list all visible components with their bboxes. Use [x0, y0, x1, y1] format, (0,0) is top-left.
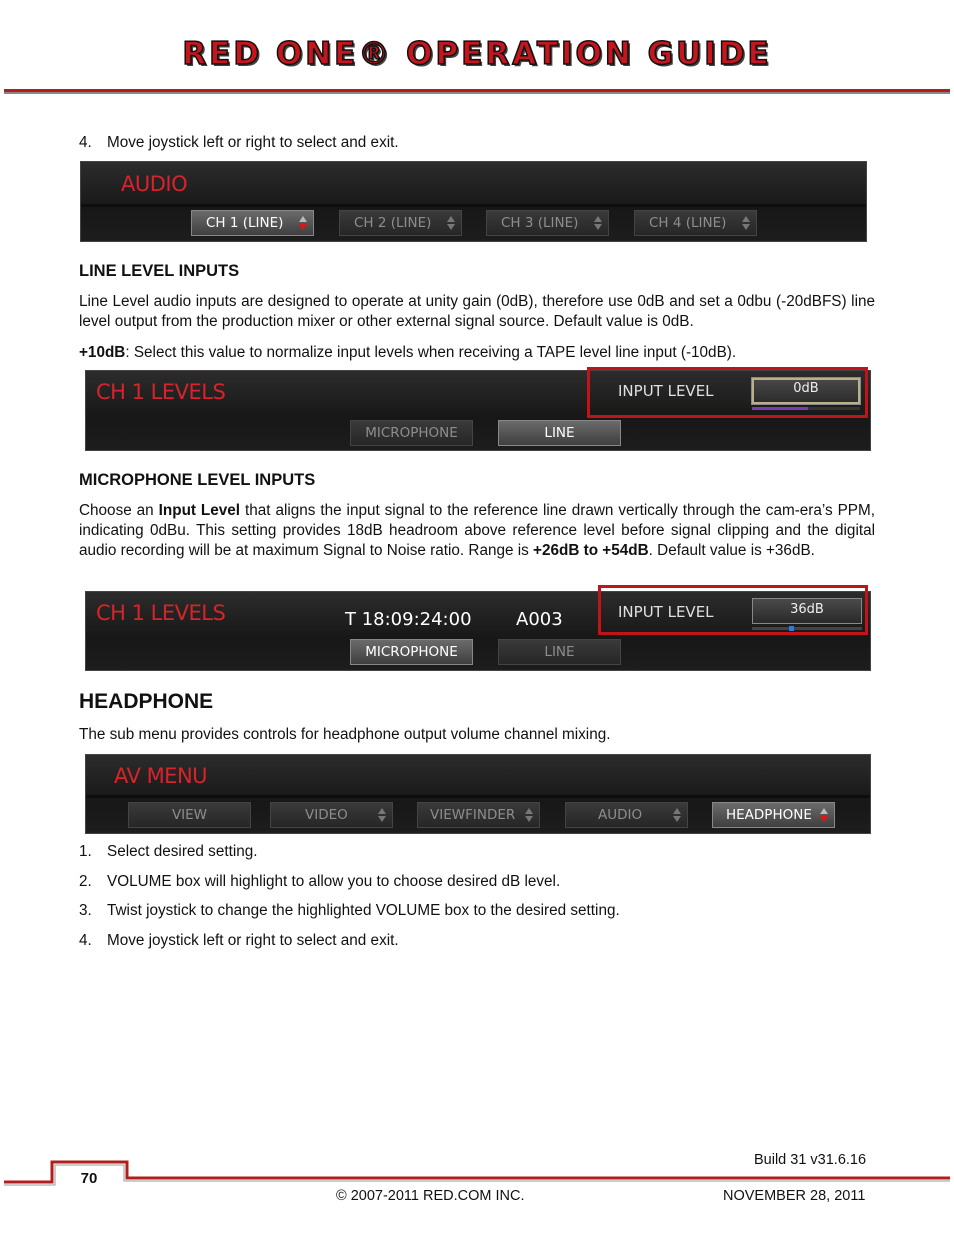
up-down-arrows-icon — [594, 214, 602, 232]
menu-button-ch3[interactable] — [486, 210, 609, 236]
audio-menu-screenshot — [80, 161, 867, 242]
highlight-box — [598, 585, 868, 635]
publish-date: NOVEMBER 28, 2011 — [723, 1188, 866, 1204]
menu-button-audio[interactable] — [565, 802, 688, 828]
panel-stripe — [86, 795, 870, 798]
menu-button-view[interactable]: VIEW — [128, 802, 251, 828]
section-heading: LINE LEVEL INPUTS — [79, 262, 240, 280]
menu-button-viewfinder[interactable] — [417, 802, 540, 828]
button-label: CH 1 (LINE) — [206, 215, 284, 231]
up-down-arrows-icon — [820, 806, 828, 824]
panel-title: CH 1 LEVELS — [96, 601, 226, 625]
button-label: VIDEO — [305, 807, 348, 823]
mode-button-microphone[interactable]: MICROPHONE — [350, 639, 473, 665]
step-number: 2. — [79, 873, 92, 890]
up-down-arrows-icon — [378, 806, 386, 824]
menu-button-ch1[interactable] — [191, 210, 314, 236]
button-label: CH 4 (LINE) — [649, 215, 727, 231]
paragraph: The sub menu provides controls for headphone output volume channel mixing. — [79, 726, 611, 743]
step-item — [79, 842, 879, 862]
step-text: Move joystick left or right to select and exit. — [107, 932, 399, 949]
paragraph-text: Choose an — [79, 502, 159, 519]
document-title: RED ONE® OPERATION GUIDE — [182, 36, 772, 72]
up-down-arrows-icon — [299, 214, 307, 232]
mode-button-line[interactable]: LINE — [498, 639, 621, 665]
paragraph-text: : Select this value to normalize input levels when receiving a TAPE level line input (-10dB). — [125, 344, 737, 361]
button-label: HEADPHONE — [726, 807, 812, 823]
button-label: VIEWFINDER — [430, 807, 516, 823]
bold-term: Input Level — [158, 502, 241, 519]
button-label: CH 2 (LINE) — [354, 215, 432, 231]
input-level-label: INPUT LEVEL — [618, 603, 714, 621]
step-number: 4. — [79, 932, 92, 949]
paragraph — [79, 343, 875, 363]
section-heading: MICROPHONE LEVEL INPUTS — [79, 471, 316, 489]
panel-stripe — [81, 204, 866, 207]
footer-rule — [0, 1160, 954, 1186]
header-rule — [4, 89, 950, 92]
mode-button-line[interactable]: LINE — [498, 420, 621, 446]
section-heading: HEADPHONE — [79, 690, 214, 713]
menu-button-ch2[interactable] — [339, 210, 462, 236]
step-item — [79, 133, 879, 153]
button-label: CH 3 (LINE) — [501, 215, 579, 231]
timecode: T 18:09:24:00 — [345, 609, 472, 630]
highlight-box — [587, 367, 868, 418]
step-item — [79, 931, 879, 951]
up-down-arrows-icon — [673, 806, 681, 824]
menu-button-headphone[interactable] — [712, 802, 835, 828]
up-down-arrows-icon — [742, 214, 750, 232]
step-text: VOLUME box will highlight to allow you to choose desired dB level. — [107, 873, 561, 890]
av-menu-screenshot — [85, 754, 871, 834]
step-text: Move joystick left or right to select and exit. — [107, 134, 399, 151]
input-level-value[interactable]: 36dB — [752, 598, 862, 624]
panel-title: CH 1 LEVELS — [96, 380, 226, 404]
build-version: Build 31 v31.6.16 — [754, 1152, 867, 1168]
up-down-arrows-icon — [447, 214, 455, 232]
bold-term: +26dB to +54dB — [533, 542, 649, 559]
panel-title: AUDIO — [121, 172, 188, 196]
input-level-value[interactable]: 0dB — [751, 377, 861, 405]
paragraph: Line Level audio inputs are designed to operate at unity gain (0dB), therefore use 0dB and set a 0dbu (-20dBFS) line level output from the production mixer or other external signal source. Default value is 0dB. — [79, 293, 875, 330]
step-number: 3. — [79, 902, 92, 919]
paragraph-text: . Default value is +36dB. — [648, 542, 815, 559]
step-number: 4. — [79, 134, 92, 151]
panel-title: AV MENU — [114, 764, 208, 788]
up-down-arrows-icon — [525, 806, 533, 824]
mode-button-microphone[interactable]: MICROPHONE — [350, 420, 473, 446]
step-text: Select desired setting. — [107, 843, 258, 860]
paragraph-text: that aligns the input signal to the reference line drawn vertically through the cam-era’s PPM, indicating 0dBu. This setting provides 18dB headroom above reference level before signal clipping and the digital audio recording will be at maximum Signal to Noise ratio. Range is — [79, 502, 876, 559]
page-number: 70 — [80, 1170, 98, 1187]
clip-name: A003 — [516, 609, 563, 630]
button-label: AUDIO — [598, 807, 643, 823]
step-item — [79, 901, 879, 921]
bold-term: +10dB — [79, 344, 126, 361]
step-item — [79, 872, 879, 892]
copyright: © 2007-2011 RED.COM INC. — [336, 1188, 525, 1204]
menu-button-ch4[interactable] — [634, 210, 757, 236]
paragraph — [79, 501, 875, 561]
step-text: Twist joystick to change the highlighted VOLUME box to the desired setting. — [107, 902, 620, 919]
step-number: 1. — [79, 843, 92, 860]
input-level-label: INPUT LEVEL — [618, 382, 714, 400]
menu-button-video[interactable] — [270, 802, 393, 828]
